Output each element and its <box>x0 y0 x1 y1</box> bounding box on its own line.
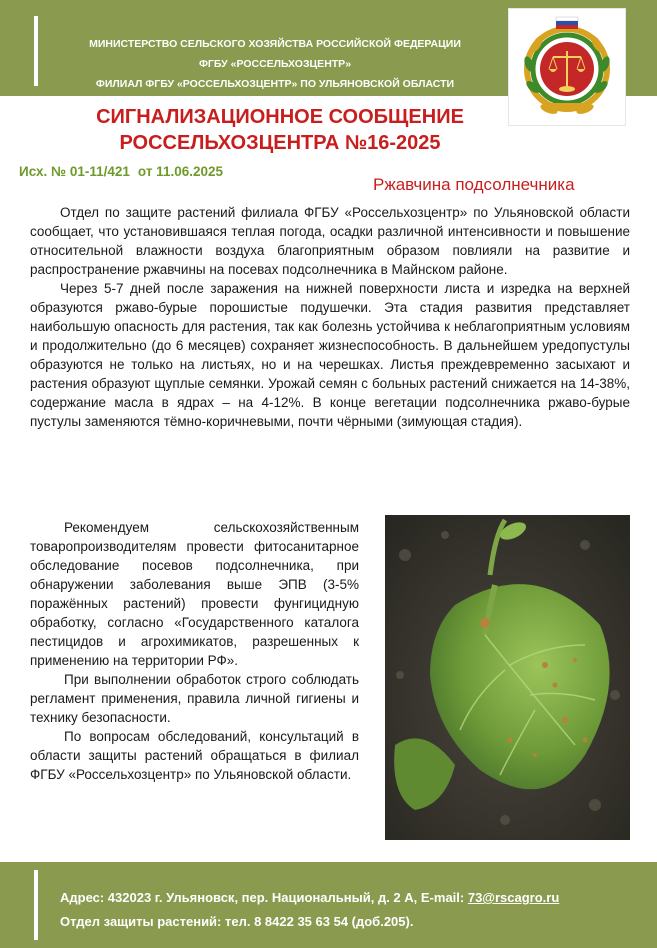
branch-name: ФИЛИАЛ ФГБУ «РОССЕЛЬХОЗЦЕНТР» ПО УЛЬЯНОВСКОЙ ОБЛАСТИ <box>95 78 455 90</box>
address-text: Адрес: 432023 г. Ульяновск, пер. Национальный, д. 2 А, E-mail: <box>60 890 468 905</box>
email-link[interactable]: 73@rscagro.ru <box>467 890 560 905</box>
ministry-name: МИНИСТЕРСТВО СЕЛЬСКОГО ХОЗЯЙСТВА РОССИЙСКОЙ ФЕДЕРАЦИИ <box>89 38 461 50</box>
paragraph-safety: При выполнении обработок строго соблюдать регламент применения, правила личной гигиены и технику безопасности. <box>30 672 359 725</box>
emblem-logo <box>508 8 626 126</box>
recommendations-column <box>30 518 359 784</box>
title-line-1: СИГНАЛИЗАЦИОННОЕ СООБЩЕНИЕ <box>96 106 464 128</box>
footer-band <box>0 862 657 948</box>
address-line <box>60 886 559 910</box>
paragraph-recommendation: Рекомендуем сельскохозяйственным товаропроизводителям провести фитосанитарное обследование посевов подсолнечника, при обнаружении заболевания выше ЭПВ (3-5% поражённых растений) провести фунгицидную обработку, согласно «Государственного каталога пестицидов и агрохимикатов, разрешенных к применению на территории РФ». <box>30 520 359 668</box>
document-subject: Ржавчина подсолнечника <box>373 175 575 194</box>
title-line-2: РОССЕЛЬХОЗЦЕНТРА №16-2025 <box>119 132 441 154</box>
sunflower-leaf-photo <box>385 515 630 840</box>
header-stripe <box>34 16 38 86</box>
footer-stripe <box>34 870 38 940</box>
paragraph-disease-description: Через 5-7 дней после заражения на нижней поверхности листа и изредка на верхней образуются ржаво-бурые порошистые подушечки. Эта стадия развития представляет наибольшую опасность для растения, так как болезнь устойчива к неблагоприятным условиям и продолжительно (до 6 месяцев) сохраняет жизнеспособность. В дальнейшем уредопустулы образуются не только на листьях, но и на черешках. Листья преждевременно засыхают и растения образуют щуплые семянки. Урожай семян с больных растений снижается на 14-38%, содержание масла в ядрах – на 4-12%. В конце вегетации подсолнечника ржаво-бурые пустулы заменяются тёмно-коричневыми, почти чёрными (зимующая стадия). <box>30 281 630 429</box>
document-number <box>19 164 223 179</box>
emblem-icon <box>509 9 625 125</box>
phone-line: Отдел защиты растений: тел. 8 8422 35 63 54 (доб.205). <box>60 914 414 929</box>
outgoing-number: Исх. № 01-11/421 <box>19 164 130 179</box>
sunflower-leaf-rust-photo-icon <box>385 515 630 840</box>
paragraph-situation: Отдел по защите растений филиала ФГБУ «Россельхозцентр» по Ульяновской области сообщает, что установившаяся теплая погода, осадки различной интенсивности и повышение относительной влажности воздуха благоприятным образом повлияли на развитие и распространение ржавчины на посевах подсолнечника в Майнском районе. <box>30 205 630 277</box>
document-date: от 11.06.2025 <box>137 164 223 179</box>
body-text <box>30 203 630 431</box>
organization-name: ФГБУ «РОССЕЛЬХОЗЦЕНТР» <box>198 58 352 70</box>
footer-contacts <box>60 886 559 934</box>
paragraph-contacts: По вопросам обследований, консультаций в области защиты растений обращаться в филиал ФГБУ «Россельхозцентр» по Ульяновской области. <box>30 729 359 782</box>
header-text <box>45 34 505 94</box>
main-title <box>60 104 500 156</box>
